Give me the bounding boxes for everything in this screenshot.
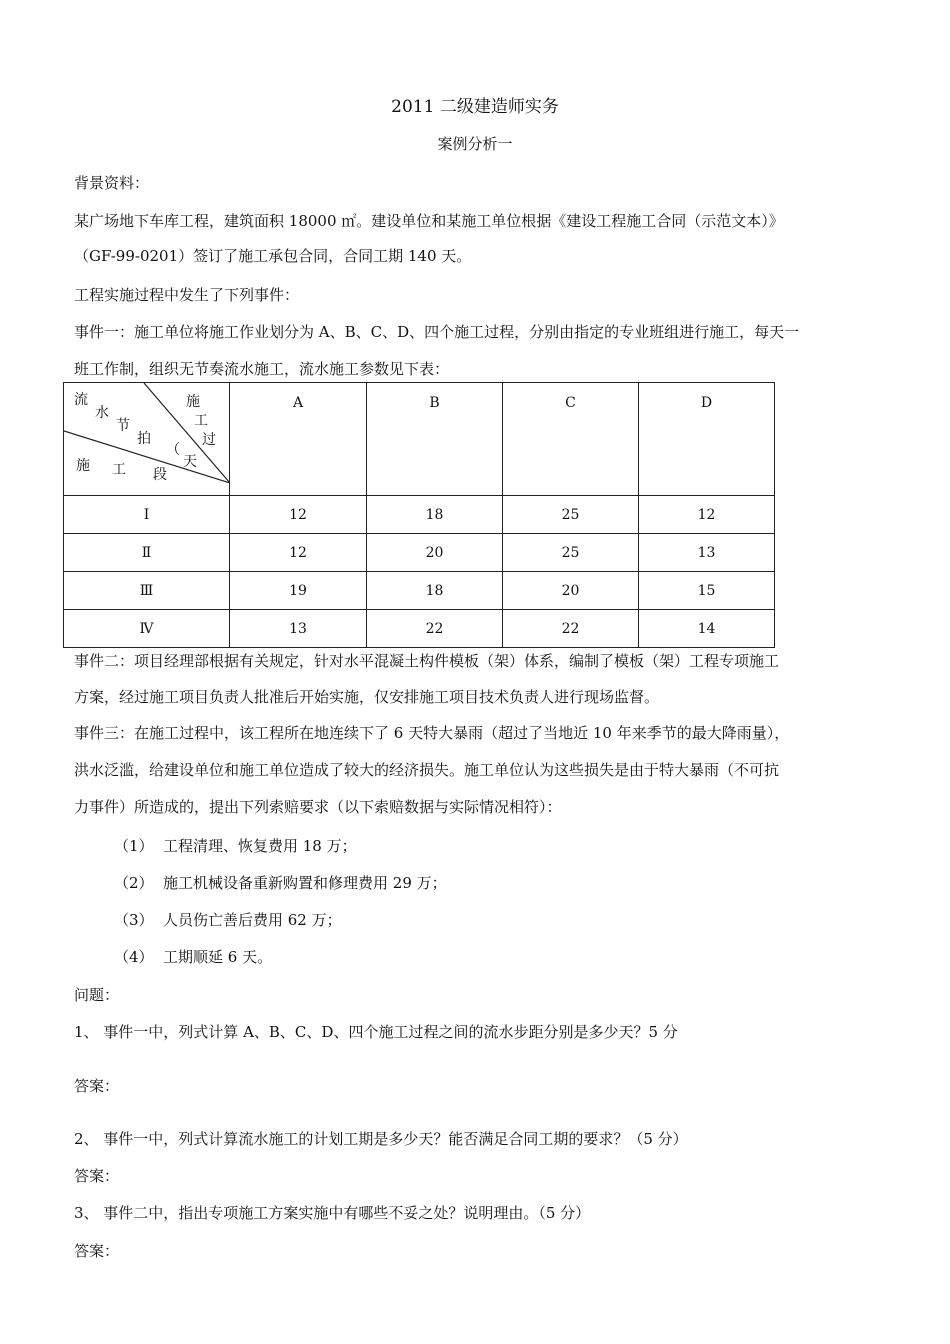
table-row-label: Ⅱ: [64, 534, 230, 572]
table-cell: 12: [230, 496, 367, 534]
claim-number: （2）: [114, 874, 154, 892]
event1-line-2: 班工作制，组织无节奏流水施工，流水施工参数见下表：: [74, 360, 450, 378]
questions-label: 问题：: [74, 986, 120, 1004]
claim-number: （1）: [114, 837, 154, 855]
background-line-2: （GF-99-0201）签订了施工承包合同，合同工期 140 天。: [74, 247, 472, 265]
table-cell: 20: [503, 572, 639, 610]
answer-label: 答案：: [74, 1167, 120, 1185]
event1-line-1: 事件一：施工单位将施工作业划分为 A、B、C、D、四个施工过程，分别由指定的专业班组进行施工，每天一: [74, 323, 800, 341]
table-row: [64, 496, 775, 534]
claim-text: 人员伤亡善后费用 62 万；: [163, 911, 342, 929]
question-3: 3、 事件二中，指出专项施工方案实施中有哪些不妥之处？说明理由。（5 分）: [74, 1204, 591, 1222]
question-2: 2、 事件一中，列式计算流水施工的计划工期是多少天？能否满足合同工期的要求？（5 分）: [74, 1130, 688, 1148]
table-corner-cell: [64, 383, 230, 496]
event3-line-1: 事件三：在施工过程中，该工程所在地连续下了 6 天特大暴雨（超过了当地近 10 年来季节的最大降雨量），: [74, 724, 790, 742]
corner-char: （: [166, 442, 180, 458]
event2-line-2: 方案，经过施工项目负责人批准后开始实施，仅安排施工项目技术负责人进行现场监督。: [74, 688, 660, 706]
corner-char: 节: [116, 418, 130, 434]
claim-text: 工期顺延 6 天。: [163, 948, 273, 966]
document-subtitle: 案例分析一: [437, 135, 513, 153]
table-cell: 22: [503, 610, 639, 648]
table-row: [64, 610, 775, 648]
table-cell: 25: [503, 534, 639, 572]
table-column-header: B: [367, 383, 503, 496]
table-cell: 13: [230, 610, 367, 648]
table-row-label: Ⅰ: [64, 496, 230, 534]
event3-line-3: 力事件）所造成的，提出下列索赔要求（以下索赔数据与实际情况相符）：: [74, 798, 562, 816]
table-column-header: A: [230, 383, 367, 496]
table-cell: 22: [367, 610, 503, 648]
table-row: [64, 572, 775, 610]
background-line-1: 某广场地下车库工程，建筑面积 18000 ㎡。建设单位和某施工单位根据《建设工程施工合同（示范文本）》: [74, 212, 784, 230]
table-cell: 13: [639, 534, 775, 572]
event3-line-2: 洪水泛滥，给建设单位和施工单位造成了较大的经济损失。施工单位认为这些损失是由于特大暴雨（不可抗: [74, 761, 780, 779]
table-cell: 14: [639, 610, 775, 648]
table-column-header: D: [639, 383, 775, 496]
background-label: 背景资料：: [74, 174, 150, 192]
table-cell: 12: [639, 496, 775, 534]
table-cell: 18: [367, 496, 503, 534]
document-title: 2011 二级建造师实务: [391, 97, 559, 117]
table-row-label: Ⅳ: [64, 610, 230, 648]
claim-number: （3）: [114, 911, 154, 929]
table-row: [64, 534, 775, 572]
claim-text: 工程清理、恢复费用 18 万；: [163, 837, 357, 855]
answer-label: 答案：: [74, 1077, 120, 1095]
corner-char: 过: [202, 432, 216, 448]
corner-char: 拍: [137, 431, 151, 447]
corner-char: 工: [112, 462, 126, 478]
table-header-row: [64, 383, 775, 496]
table-column-header: C: [503, 383, 639, 496]
table-cell: 20: [367, 534, 503, 572]
corner-char: 流: [74, 392, 88, 408]
corner-char: 施: [186, 394, 200, 410]
claim-number: （4）: [114, 948, 154, 966]
table-cell: 12: [230, 534, 367, 572]
corner-char: 天: [183, 454, 197, 470]
event2-line-1: 事件二：项目经理部根据有关规定，针对水平混凝土构件模板（架）体系，编制了模板（架）工程专项施工: [74, 652, 780, 670]
events-intro: 工程实施过程中发生了下列事件：: [74, 286, 300, 304]
table-cell: 25: [503, 496, 639, 534]
flow-parameter-table: [63, 382, 775, 648]
claim-text: 施工机械设备重新购置和修理费用 29 万；: [163, 874, 447, 892]
corner-char: 工: [194, 413, 208, 429]
table-cell: 19: [230, 572, 367, 610]
corner-char: 段: [153, 467, 167, 483]
corner-char: 水: [95, 405, 109, 421]
table-cell: 15: [639, 572, 775, 610]
table-row-label: Ⅲ: [64, 572, 230, 610]
table-cell: 18: [367, 572, 503, 610]
question-1: 1、 事件一中，列式计算 A、B、C、D、四个施工过程之间的流水步距分别是多少天？5 分: [74, 1023, 678, 1041]
corner-char: 施: [76, 458, 90, 474]
answer-label: 答案：: [74, 1242, 120, 1260]
